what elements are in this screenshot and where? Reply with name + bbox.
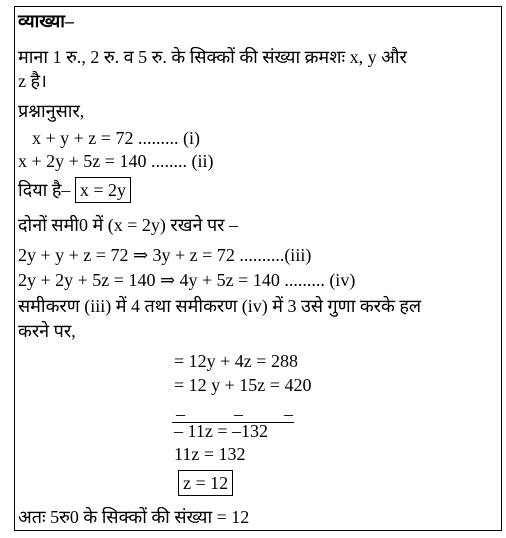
multiplied-equation-1: = 12y + 4z = 288 [174,351,298,371]
boxed-answer-line [178,470,233,496]
final-answer: अतः 5रु0 के सिक्कों की संख्या = 12 [18,507,250,527]
substitution-line: दोनों समी0 में (x = 2y) रखने पर – [18,215,239,235]
given-line [18,177,131,203]
equation-iii: 2y + y + z = 72 ⇒ 3y + z = 72 ..........(iii) [18,245,312,265]
subtraction-sign-2: – [234,404,243,424]
given-boxed-equation: x = 2y [75,177,131,203]
line-z-definition: z है। [18,71,47,91]
simplified-result: 11z = 132 [174,444,246,464]
multiply-instruction: समीकरण (iii) में 4 तथा समीकरण (iv) में 3 उसे गुणा करके हल [18,296,422,316]
equation-i: x + y + z = 72 ......... (i) [32,128,200,148]
subtraction-sign-1: – [176,404,185,424]
subtraction-sign-3: – [284,404,293,424]
line-coin-definition: माना 1 रु., 2 रु. व 5 रु. के सिक्कों की संख्या क्रमशः x, y और [18,47,407,67]
given-label: दिया है– [18,180,71,200]
equation-ii: x + 2y + 5z = 140 ........ (ii) [18,151,214,171]
multiplied-equation-2: = 12 y + 15z = 420 [174,375,312,395]
boxed-answer-z: z = 12 [178,470,233,496]
solution-heading: व्याख्या– [18,11,74,31]
multiply-instruction-continued: करने पर, [18,321,76,341]
subtraction-result: – 11z = –132 [174,421,268,441]
equation-iv: 2y + 2y + 5z = 140 ⇒ 4y + 5z = 140 ......... (iv) [18,270,356,290]
line-according-to-question: प्रश्नानुसार, [18,101,85,121]
